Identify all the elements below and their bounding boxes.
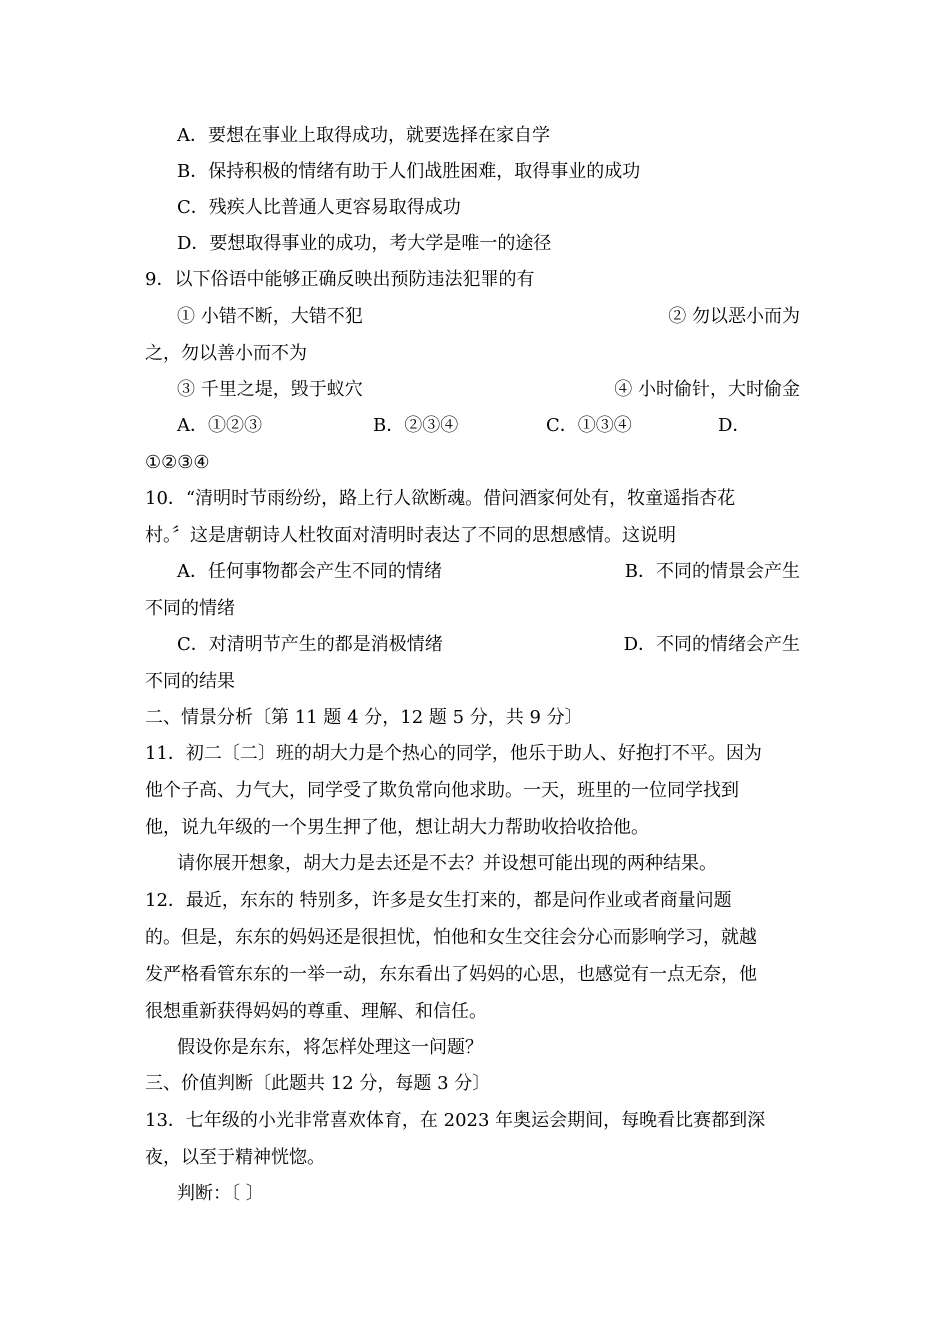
q9-item-1: ① 小错不断，大错不犯 [177, 306, 363, 327]
q9-item-4: ④ 小时偷针，大时偷金 [614, 379, 800, 400]
q10-stem-line-1: 10．“清明时节雨纷纷，路上行人欲断魂。借问酒家何处有，牧童遥指杏花 [145, 488, 736, 509]
q12-line-1: 12．最近，东东的 特别多，许多是女生打来的，都是问作业或者商量问题 [145, 890, 732, 911]
q10-option-b: B．不同的情景会产生 [624, 561, 800, 582]
q10-option-a: A．任何事物都会产生不同的情绪 [177, 561, 442, 582]
q8-option-b: B．保持积极的情绪有助于人们战胜困难，取得事业的成功 [177, 161, 641, 182]
q9-items-row-2 [177, 378, 800, 402]
q9-item-3: ③ 千里之堤，毁于蚁穴 [177, 379, 363, 400]
q9-option-a: A．①②③ [177, 415, 262, 436]
q10-options-row-1 [177, 560, 800, 584]
q9-options [177, 414, 800, 438]
q8-option-c: C．残疾人比普通人更容易取得成功 [177, 197, 461, 218]
q13-judgement: 判断：〔 〕 [177, 1183, 264, 1204]
section-2-heading: 二、情景分析〔第 11 题 4 分，12 题 5 分，共 9 分〕 [145, 707, 583, 728]
q11-line-2: 他个子高、力气大，同学受了欺负常向他求助。一天，班里的一位同学找到 [145, 780, 739, 801]
q8-option-d: D．要想取得事业的成功，考大学是唯一的途径 [177, 233, 552, 254]
q10-options-row-2 [177, 633, 800, 657]
q8-option-a: A．要想在事业上取得成功，就要选择在家自学 [177, 125, 550, 146]
q11-prompt: 请你展开想象，胡大力是去还是不去？并设想可能出现的两种结果。 [177, 853, 717, 874]
q11-line-1: 11．初二〔二〕班的胡大力是个热心的同学，他乐于助人、好抱打不平。因为 [145, 743, 762, 764]
q13-line-2: 夜，以至于精神恍惚。 [145, 1147, 325, 1168]
q10-option-c: C．对清明节产生的都是消极情绪 [177, 634, 443, 655]
q10-option-d: D．不同的情绪会产生 [623, 634, 800, 655]
q12-line-4: 很想重新获得妈妈的尊重、理解、和信任。 [145, 1001, 487, 1022]
q9-items-row-1 [177, 305, 800, 329]
q12-line-2: 的。但是，东东的妈妈还是很担忧，怕他和女生交往会分心而影响学习，就越 [145, 927, 757, 948]
q12-line-3: 发严格看管东东的一举一动，东东看出了妈妈的心思，也感觉有一点无奈，他 [145, 964, 757, 985]
q10-option-d-cont: 不同的结果 [145, 671, 235, 692]
q9-option-d-cont: ①②③④ [145, 452, 210, 473]
q9-item-2: ② 勿以恶小而为 [668, 306, 800, 327]
q12-prompt: 假设你是东东，将怎样处理这一问题？ [177, 1037, 483, 1058]
q9-option-c: C．①③④ [546, 415, 632, 436]
q10-stem-line-2: 村。〞这是唐朝诗人杜牧面对清明时表达了不同的思想感情。这说明 [145, 525, 676, 546]
q9-option-d: D． [718, 415, 751, 436]
q10-option-b-cont: 不同的情绪 [145, 598, 235, 619]
q9-item-2-cont: 之，勿以善小而不为 [145, 343, 307, 364]
q9-option-b: B．②③④ [373, 415, 459, 436]
section-3-heading: 三、价值判断〔此题共 12 分，每题 3 分〕 [145, 1073, 491, 1094]
q13-line-1: 13．七年级的小光非常喜欢体育，在 2023 年奥运会期间，每晚看比赛都到深 [145, 1110, 766, 1131]
q9-stem: 9．以下俗语中能够正确反映出预防违法犯罪的有 [145, 269, 535, 290]
q11-line-3: 他，说九年级的一个男生押了他，想让胡大力帮助收拾收拾他。 [145, 817, 649, 838]
